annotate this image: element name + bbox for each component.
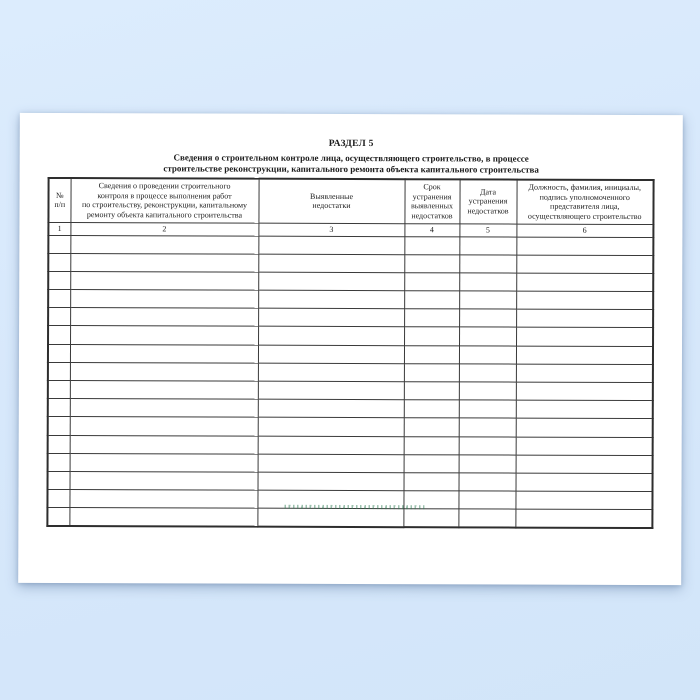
empty-cell (258, 327, 404, 346)
empty-cell (258, 236, 404, 255)
empty-cell (459, 364, 516, 382)
table-row (47, 490, 652, 510)
table-row (47, 508, 652, 528)
table-row (48, 271, 653, 291)
column-header-defects: Выявленные недостатки (258, 179, 404, 224)
empty-cell (258, 454, 404, 473)
empty-cell (459, 291, 516, 309)
document-header (20, 138, 683, 175)
column-number: 1 (48, 222, 70, 235)
subtitle-line-1: Сведения о строительном контроле лица, осуществляющего строительство, в процессе (173, 152, 529, 164)
empty-cell (48, 235, 70, 253)
empty-cell (48, 453, 70, 471)
empty-cell (404, 400, 459, 418)
table-row (48, 399, 653, 419)
empty-cell (70, 471, 258, 490)
empty-cell (48, 380, 70, 398)
empty-cell (70, 399, 258, 418)
empty-cell (403, 491, 458, 509)
empty-cell (516, 255, 653, 274)
empty-cell (70, 362, 258, 381)
document-subtitle (20, 152, 683, 175)
table-row (48, 417, 653, 437)
empty-cell (404, 382, 459, 400)
empty-cell (516, 382, 653, 401)
column-header-representative: Должность, фамилия, инициалы, подпись уполномоченного представителя лица, осуществляющего строительство (516, 180, 653, 224)
table-row (48, 435, 653, 455)
empty-cell (458, 491, 515, 509)
empty-cell (515, 491, 652, 510)
table-row (48, 344, 653, 364)
column-header-fix-date: Дата устранения недостатков (459, 179, 516, 223)
empty-cell (459, 436, 516, 454)
column-header-control-info: Сведения о проведении строительного контроля в процессе выполнения работ по строительству, реконструкции, капитальному ремонту объекта капитального строительства (70, 178, 258, 223)
column-number: 5 (459, 223, 516, 236)
empty-cell (258, 272, 404, 291)
empty-cell (70, 435, 258, 454)
empty-cell (70, 308, 258, 327)
table-row (48, 253, 653, 273)
column-header-num: № п/п (48, 178, 70, 222)
table-row (48, 362, 653, 382)
document-page (18, 113, 683, 585)
section5-table (46, 177, 654, 529)
empty-cell (258, 436, 404, 455)
empty-cell (47, 490, 69, 508)
empty-cell (459, 273, 516, 291)
empty-cell (258, 290, 404, 309)
empty-cell (404, 454, 459, 472)
empty-cell (70, 253, 258, 272)
empty-cell (257, 508, 403, 527)
empty-cell (515, 509, 652, 528)
empty-cell (48, 308, 70, 326)
empty-cell (404, 327, 459, 345)
section-title: РАЗДЕЛ 5 (328, 138, 374, 150)
subtitle-line-2: строительстве реконструкции, капитального ремонта объекта капитального строительства (163, 162, 539, 175)
empty-cell (516, 473, 653, 492)
header-row (48, 178, 653, 224)
empty-cell (258, 345, 404, 364)
empty-cell (516, 418, 653, 437)
empty-cell (48, 399, 70, 417)
empty-cell (459, 473, 516, 491)
empty-cell (516, 437, 653, 456)
table-row (48, 380, 653, 400)
empty-cell (257, 490, 403, 509)
empty-cell (459, 400, 516, 418)
empty-cell (258, 472, 404, 491)
empty-cell (516, 455, 653, 474)
table-body (47, 235, 653, 528)
empty-cell (516, 346, 653, 365)
empty-cell (404, 363, 459, 381)
empty-cell (70, 453, 258, 472)
empty-cell (258, 308, 404, 327)
empty-cell (458, 509, 515, 527)
empty-cell (459, 346, 516, 364)
empty-cell (459, 418, 516, 436)
column-number: 3 (258, 223, 404, 237)
empty-cell (258, 363, 404, 382)
table-row (48, 308, 653, 328)
table-row (48, 235, 653, 255)
empty-cell (70, 290, 258, 309)
empty-cell (516, 273, 653, 292)
column-number: 6 (516, 224, 653, 237)
empty-cell (404, 309, 459, 327)
empty-cell (70, 326, 258, 345)
table-head (48, 178, 653, 237)
column-number: 4 (404, 223, 459, 236)
empty-cell (48, 326, 70, 344)
empty-cell (69, 490, 257, 509)
empty-cell (459, 255, 516, 273)
table-row (48, 471, 653, 491)
empty-cell (70, 271, 258, 290)
table-row (48, 326, 653, 346)
empty-cell (459, 309, 516, 327)
empty-cell (48, 471, 70, 489)
empty-cell (70, 381, 258, 400)
empty-cell (48, 344, 70, 362)
empty-cell (258, 399, 404, 418)
column-header-deadline: Срок устранения выявленных недостатков (404, 179, 459, 223)
empty-cell (403, 509, 458, 527)
empty-cell (404, 418, 459, 436)
empty-cell (459, 455, 516, 473)
table-row (48, 290, 653, 310)
empty-cell (258, 418, 404, 437)
empty-cell (516, 364, 653, 383)
empty-cell (48, 271, 70, 289)
empty-cell (459, 236, 516, 254)
empty-cell (404, 345, 459, 363)
empty-cell (516, 237, 653, 256)
empty-cell (516, 328, 653, 347)
empty-cell (48, 435, 70, 453)
empty-cell (258, 381, 404, 400)
empty-cell (70, 417, 258, 436)
column-number: 2 (70, 222, 258, 236)
empty-cell (48, 253, 70, 271)
empty-cell (69, 508, 257, 527)
empty-cell (404, 436, 459, 454)
empty-cell (48, 362, 70, 380)
empty-cell (459, 382, 516, 400)
empty-cell (404, 254, 459, 272)
empty-cell (404, 273, 459, 291)
empty-cell (47, 508, 69, 526)
empty-cell (516, 400, 653, 419)
empty-cell (258, 254, 404, 273)
empty-cell (70, 235, 258, 254)
table-row (48, 453, 653, 473)
empty-cell (404, 291, 459, 309)
empty-cell (70, 344, 258, 363)
empty-cell (516, 309, 653, 328)
empty-cell (459, 327, 516, 345)
empty-cell (516, 291, 653, 310)
empty-cell (404, 236, 459, 254)
empty-cell (48, 417, 70, 435)
empty-cell (404, 473, 459, 491)
empty-cell (48, 290, 70, 308)
